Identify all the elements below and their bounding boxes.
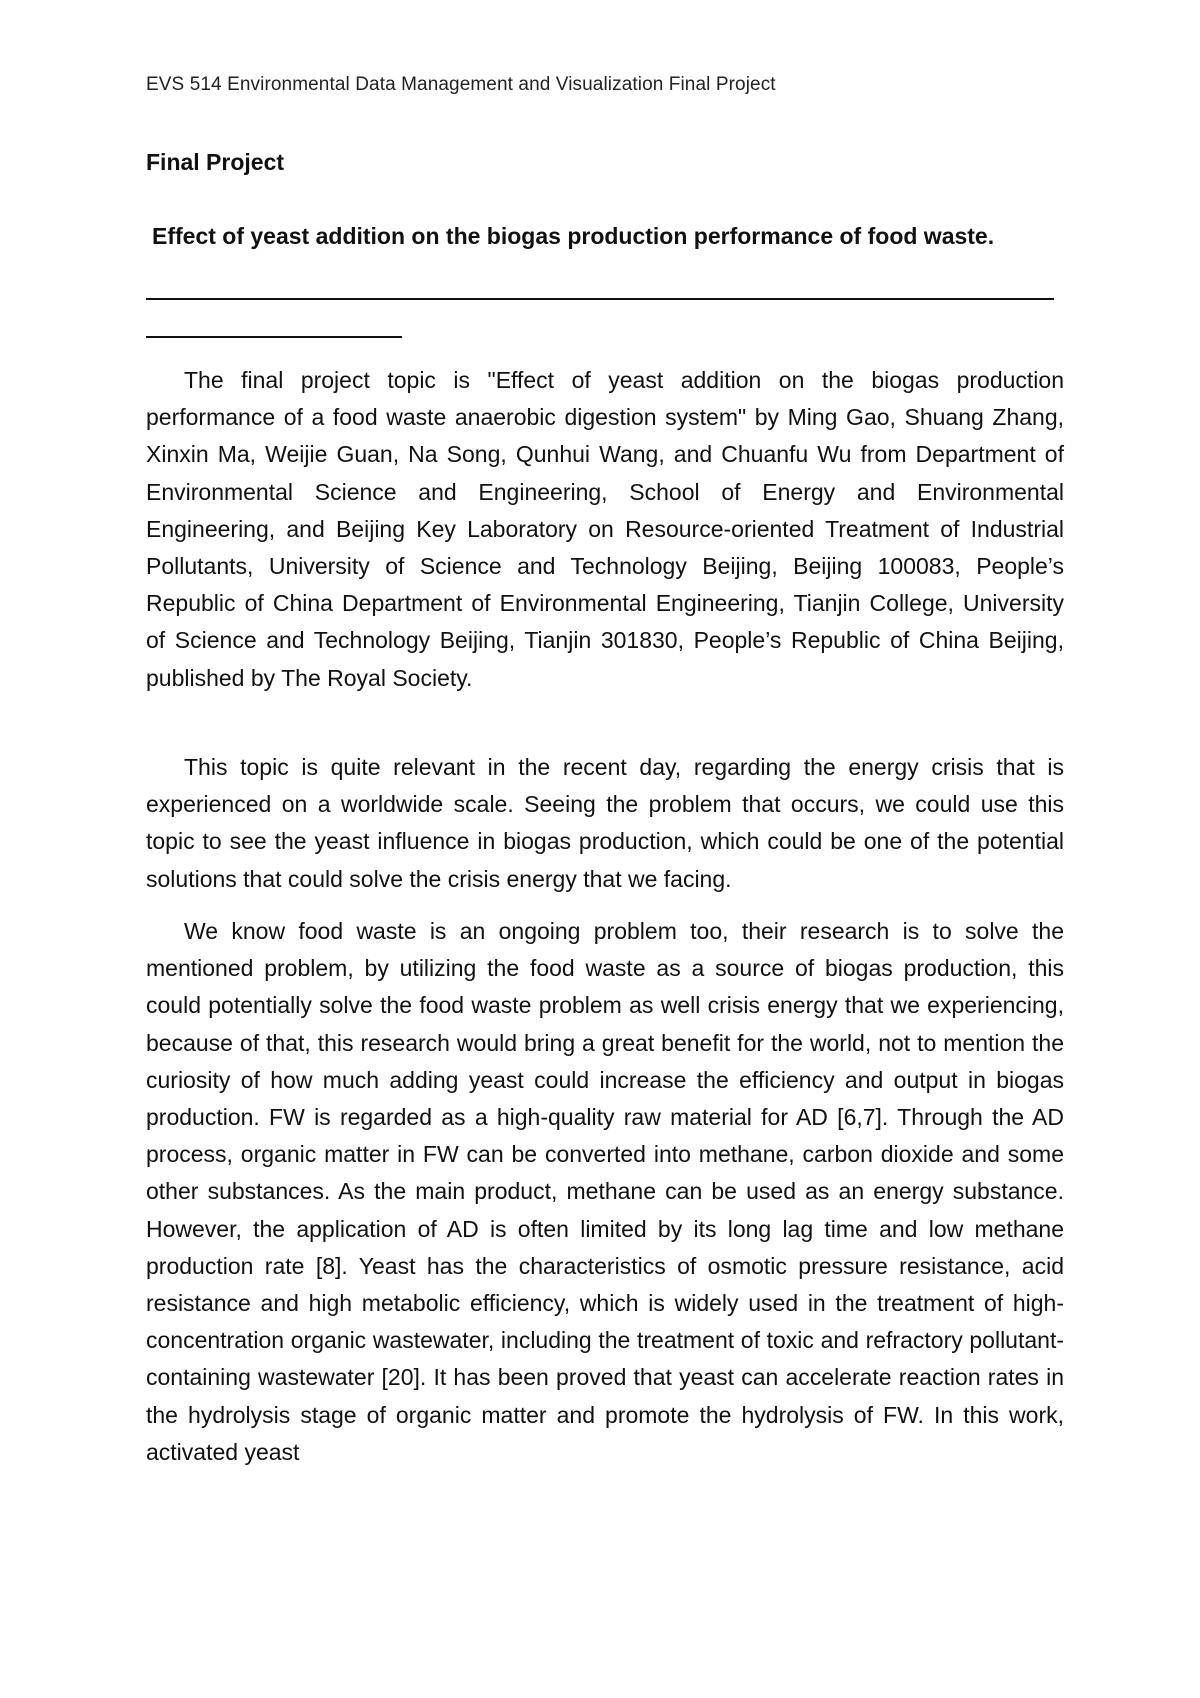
- body-paragraph-1: [146, 362, 1064, 697]
- paragraph-text: The final project topic is "Effect of yeast addition on the biogas production performance of a food waste anaerobic digestion system" by Ming Gao, Shuang Zhang, Xinxin Ma, Weijie Guan, Na Song, Qunhui Wang, and Chuanfu Wu from Department of Environmental Science and Engineering, School of Energy and Environmental Engineering, and Beijing Key Laboratory on Resource-oriented Treatment of Industrial Pollutants, University of Science and Technology Beijing, Beijing 100083, People’s Republic of China Department of Environmental Engineering, Tianjin College, University of Science and Technology Beijing, Tianjin 301830, People’s Republic of China Beijing, published by The Royal Society.: [146, 367, 1064, 691]
- paragraph-text: We know food waste is an ongoing problem too, their research is to solve the mentioned problem, by utilizing the food waste as a source of biogas production, this could potentially solve the food waste problem as well crisis energy that we experiencing, because of that, this research would bring a great benefit for the world, not to mention the curiosity of how much adding yeast could increase the efficiency and output in biogas production. FW is regarded as a high-quality raw material for AD [6,7]. Through the AD process, organic matter in FW can be converted into methane, carbon dioxide and some other substances. As the main product, methane can be used as an energy substance. However, the application of AD is often limited by its long lag time and low methane production rate [8]. Yeast has the characteristics of osmotic pressure resistance, acid resistance and high metabolic efficiency, which is widely used in the treatment of high-concentration organic wastewater, including the treatment of toxic and refractory pollutant-containing wastewater [20]. It has been proved that yeast can accelerate reaction rates in the hydrolysis stage of organic matter and promote the hydrolysis of FW. In this work, activated yeast: [146, 918, 1064, 1465]
- body-paragraph-3: [146, 913, 1064, 1471]
- horizontal-rule-long: [146, 298, 1054, 300]
- body-paragraph-2: [146, 749, 1064, 898]
- horizontal-rule-short: [146, 336, 402, 338]
- document-title: Effect of yeast addition on the biogas production performance of food waste.: [152, 223, 995, 249]
- document-heading: Final Project: [146, 149, 285, 175]
- running-header: EVS 514 Environmental Data Management and Visualization Final Project: [146, 74, 776, 95]
- paragraph-text: This topic is quite relevant in the recent day, regarding the energy crisis that is experienced on a worldwide scale. Seeing the problem that occurs, we could use this topic to see the yeast influence in biogas production, which could be one of the potential solutions that could solve the crisis energy that we facing.: [146, 754, 1064, 892]
